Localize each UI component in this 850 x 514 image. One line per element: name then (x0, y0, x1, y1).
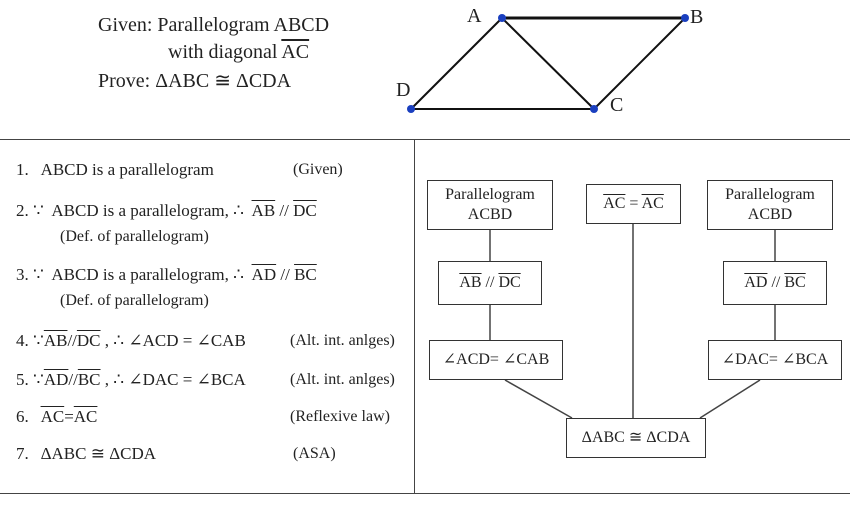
step-statement: ABCD is a parallelogram, (51, 265, 229, 284)
given-line-1: Given: Parallelogram ABCD (98, 14, 330, 36)
proof-reason-6: (Reflexive law) (290, 408, 390, 425)
step-number: 6. (16, 407, 29, 426)
therefore-symbol: , ∴ (104, 370, 125, 389)
given-diagonal-segment: $\overline{AC}$ (281, 41, 310, 63)
vertex-label-a: A (467, 5, 482, 27)
flow-box-ab-parallel-dc (438, 261, 542, 305)
step-number: 4. (16, 331, 29, 350)
step-number: 3. (16, 265, 29, 284)
box-line (459, 273, 520, 293)
proof-reason-4: (Alt. int. anlges) (290, 332, 395, 349)
because-symbol: ∵ (33, 265, 44, 284)
parallel-symbol: // (67, 331, 77, 350)
segment-ab: $\overline{AB}$ (43, 331, 68, 350)
box-line: ACBD (747, 206, 793, 223)
segment-dc: $\overline{DC}$ (293, 201, 317, 220)
flow-box-parallelogram-right (707, 180, 833, 230)
flow-box-ad-parallel-bc (723, 261, 827, 305)
segment-ac: $\overline{AC}$ (73, 407, 98, 426)
step-statement: ΔABC ≅ ΔCDA (40, 444, 157, 463)
proof-reason-7: (ASA) (293, 445, 336, 462)
segment-bc: $\overline{BC}$ (77, 370, 101, 389)
step-number: 7. (16, 444, 29, 463)
therefore-symbol: ∴ (233, 265, 244, 284)
box-line: Parallelogram (445, 186, 535, 203)
step-number: 5. (16, 370, 29, 389)
proof-reason-3: (Def. of parallelogram) (60, 292, 209, 309)
parallel-symbol: // (767, 274, 785, 291)
box-line: ΔABC ≅ ΔCDA (581, 429, 691, 446)
given-line-2-text: with diagonal (168, 41, 282, 63)
flow-box-angle-acd-cab (429, 340, 563, 380)
parallel-symbol: // (280, 265, 290, 284)
vertex-label-d: D (396, 79, 411, 101)
connector-box7-box8 (700, 380, 760, 418)
flow-box-reflexive (586, 184, 681, 224)
flow-box-conclusion (566, 418, 706, 458)
segment-ad: $\overline{AD}$ (43, 370, 69, 389)
segment-ab: $\overline{AB}$ (251, 201, 276, 220)
because-symbol: ∵ (33, 201, 44, 220)
angle-equality: ∠ACD = ∠CAB (128, 331, 246, 350)
parallel-symbol: // (68, 370, 78, 389)
equals-symbol: = (64, 407, 74, 426)
because-symbol: ∵ (33, 370, 44, 389)
therefore-symbol: ∴ (233, 201, 244, 220)
step-statement: ABCD is a parallelogram (40, 160, 214, 179)
segment-ad: $\overline{AD}$ (744, 274, 768, 291)
segment-dc: $\overline{DC}$ (76, 331, 101, 350)
box-line: ∠ACD= ∠CAB (442, 351, 550, 368)
step-number: 1. (16, 160, 29, 179)
segment-dc: $\overline{DC}$ (498, 274, 521, 291)
box-line (744, 273, 805, 293)
box-line (603, 194, 664, 214)
equals-symbol: = (625, 195, 642, 212)
connector-box6-box8 (505, 380, 572, 418)
parallel-symbol: // (481, 274, 499, 291)
proof-reason-5: (Alt. int. anlges) (290, 371, 395, 388)
segment-ac: $\overline{AC}$ (603, 195, 626, 212)
box-line: ∠DAC= ∠BCA (721, 351, 829, 368)
prove-line: Prove: ΔABC ≅ ΔCDA (98, 70, 292, 92)
flow-box-parallelogram-left (427, 180, 553, 230)
step-number: 2. (16, 201, 29, 220)
box-line: ACBD (467, 206, 513, 223)
vertex-label-c: C (610, 94, 624, 116)
flow-box-angle-dac-bca (708, 340, 842, 380)
segment-bc: $\overline{BC}$ (294, 265, 317, 284)
proof-reason-1: (Given) (293, 161, 343, 178)
because-symbol: ∵ (33, 331, 44, 350)
vertex-label-b: B (690, 6, 704, 28)
segment-ad: $\overline{AD}$ (251, 265, 277, 284)
therefore-symbol: , ∴ (104, 331, 125, 350)
angle-equality: ∠DAC = ∠BCA (128, 370, 246, 389)
proof-reason-2: (Def. of parallelogram) (60, 228, 209, 245)
step-statement: ABCD is a parallelogram, (51, 201, 229, 220)
parallel-symbol: // (279, 201, 289, 220)
segment-ac: $\overline{AC}$ (641, 195, 664, 212)
segment-ab: $\overline{AB}$ (459, 274, 482, 291)
segment-ac: $\overline{AC}$ (40, 407, 65, 426)
segment-bc: $\overline{BC}$ (784, 274, 806, 291)
box-line: Parallelogram (725, 186, 815, 203)
